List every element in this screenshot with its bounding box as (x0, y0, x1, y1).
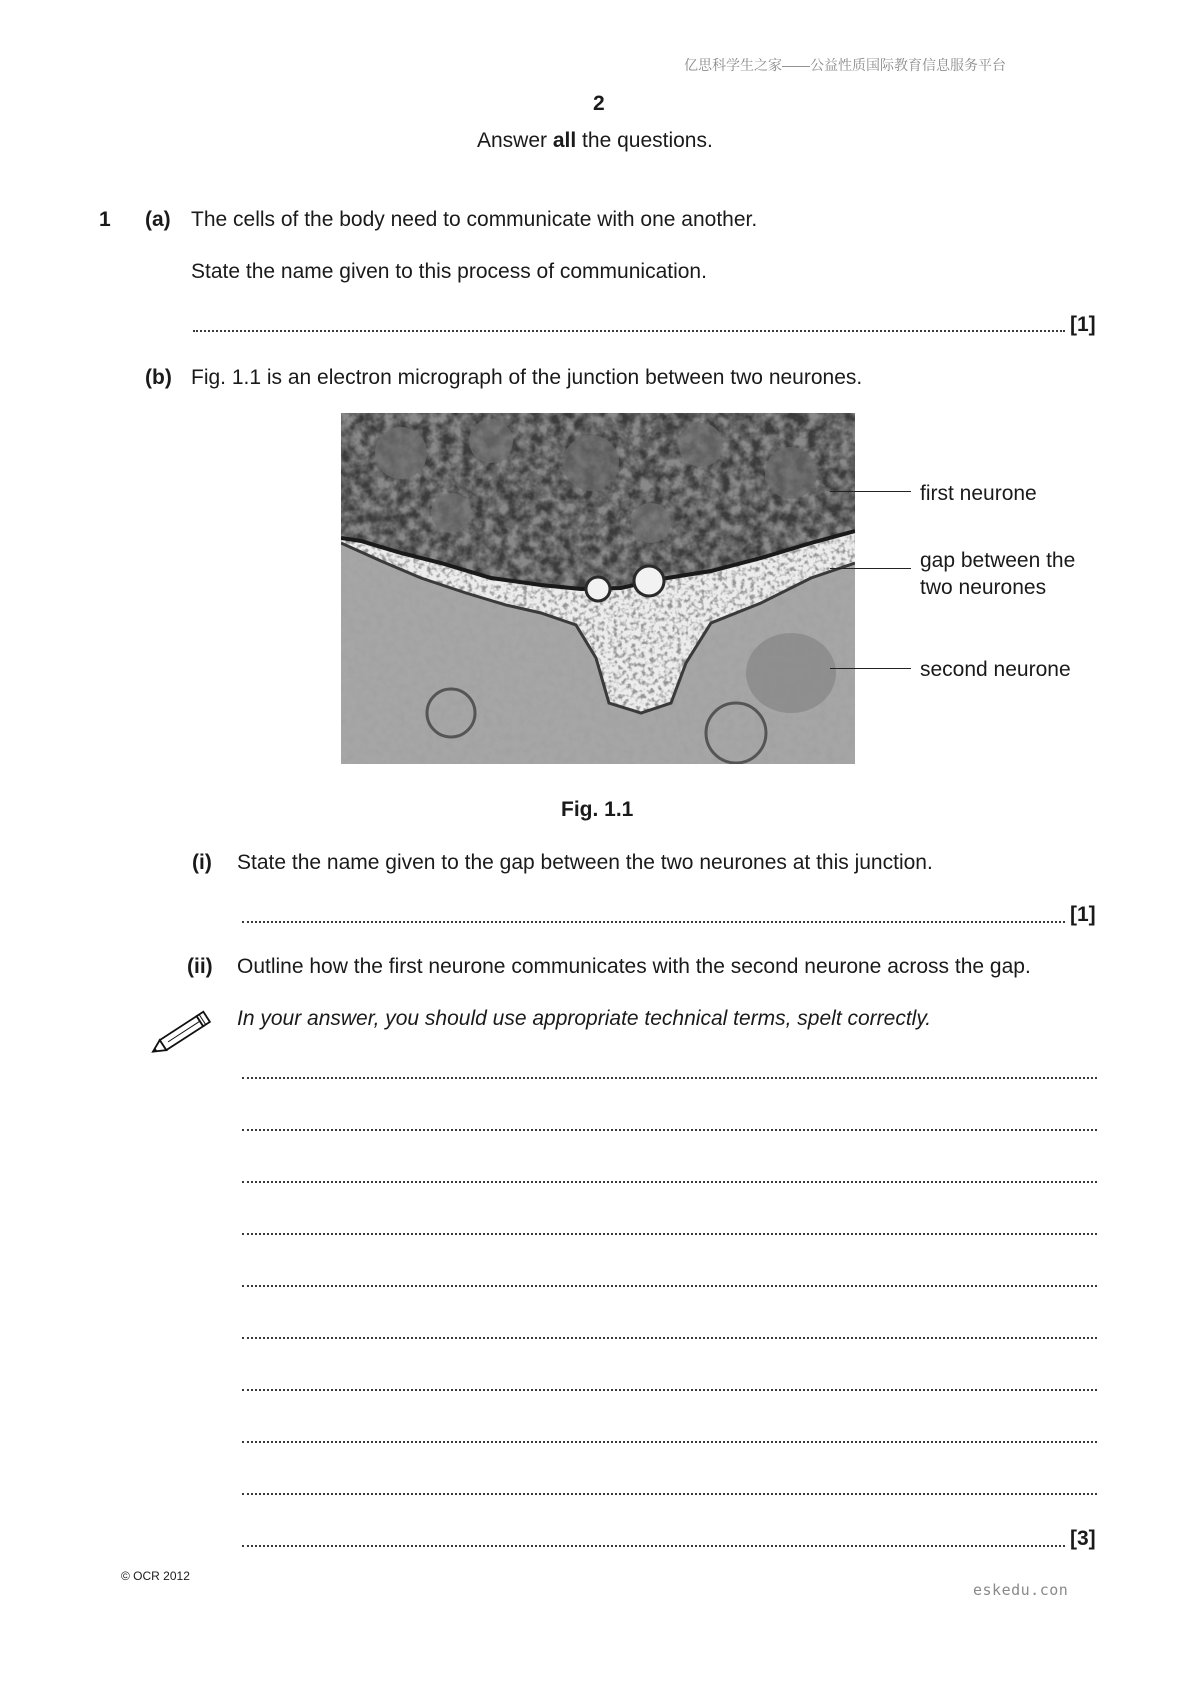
answer-line-b-ii[interactable] (242, 1493, 1097, 1495)
answer-line-b-ii[interactable] (242, 1285, 1097, 1287)
page-number: 2 (593, 92, 605, 115)
part-b-ii-prompt: Outline how the first neurone communicates with the second neurone across the gap. (237, 955, 1031, 978)
label-first-neurone: first neurone (920, 482, 1037, 505)
answer-line-b-i[interactable] (242, 921, 1065, 923)
part-b-i-label: (i) (192, 851, 212, 874)
answer-line-b-ii[interactable] (242, 1389, 1097, 1391)
watermark-text: 亿思科学生之家——公益性质国际教育信息服务平台 (684, 57, 1006, 73)
figure-caption: Fig. 1.1 (561, 798, 634, 821)
electron-micrograph (341, 413, 855, 764)
pencil-icon (146, 1005, 218, 1063)
copyright: © OCR 2012 (121, 1569, 190, 1583)
label-gap-line2: two neurones (920, 576, 1047, 599)
answer-line-b-ii[interactable] (242, 1129, 1097, 1131)
part-a-prompt: State the name given to this process of communication. (191, 260, 707, 283)
marks-b-i: [1] (1070, 903, 1096, 926)
instruction-post: the questions. (576, 129, 713, 152)
marks-a: [1] (1070, 313, 1096, 336)
answer-line-b-ii-last[interactable] (242, 1545, 1065, 1547)
answer-line-b-ii[interactable] (242, 1077, 1097, 1079)
leader-second-neurone (830, 668, 911, 669)
answer-line-b-ii[interactable] (242, 1441, 1097, 1443)
marks-b-ii: [3] (1070, 1527, 1096, 1550)
part-a-label: (a) (145, 208, 171, 231)
answer-line-b-ii[interactable] (242, 1233, 1097, 1235)
site-watermark: eskedu.con (973, 1581, 1069, 1599)
answer-line-b-ii[interactable] (242, 1181, 1097, 1183)
answer-line-b-ii[interactable] (242, 1337, 1097, 1339)
part-b-ii-label: (ii) (187, 955, 213, 978)
question-number: 1 (99, 208, 111, 231)
part-b-label: (b) (145, 366, 172, 389)
answer-line-a[interactable] (193, 330, 1065, 332)
part-b-ii-note: In your answer, you should use appropriate technical terms, spelt correctly. (237, 1007, 932, 1030)
part-a-stem: The cells of the body need to communicate with one another. (191, 208, 758, 231)
leader-gap (830, 568, 911, 569)
instruction-bold: all (552, 129, 577, 152)
instruction (477, 129, 713, 153)
part-b-stem: Fig. 1.1 is an electron micrograph of the junction between two neurones. (191, 366, 863, 389)
label-second-neurone: second neurone (920, 658, 1071, 681)
label-gap-line1: gap between the (920, 549, 1076, 572)
part-b-i-prompt: State the name given to the gap between the two neurones at this junction. (237, 851, 933, 874)
leader-first-neurone (830, 491, 911, 492)
instruction-pre: Answer (477, 129, 553, 152)
